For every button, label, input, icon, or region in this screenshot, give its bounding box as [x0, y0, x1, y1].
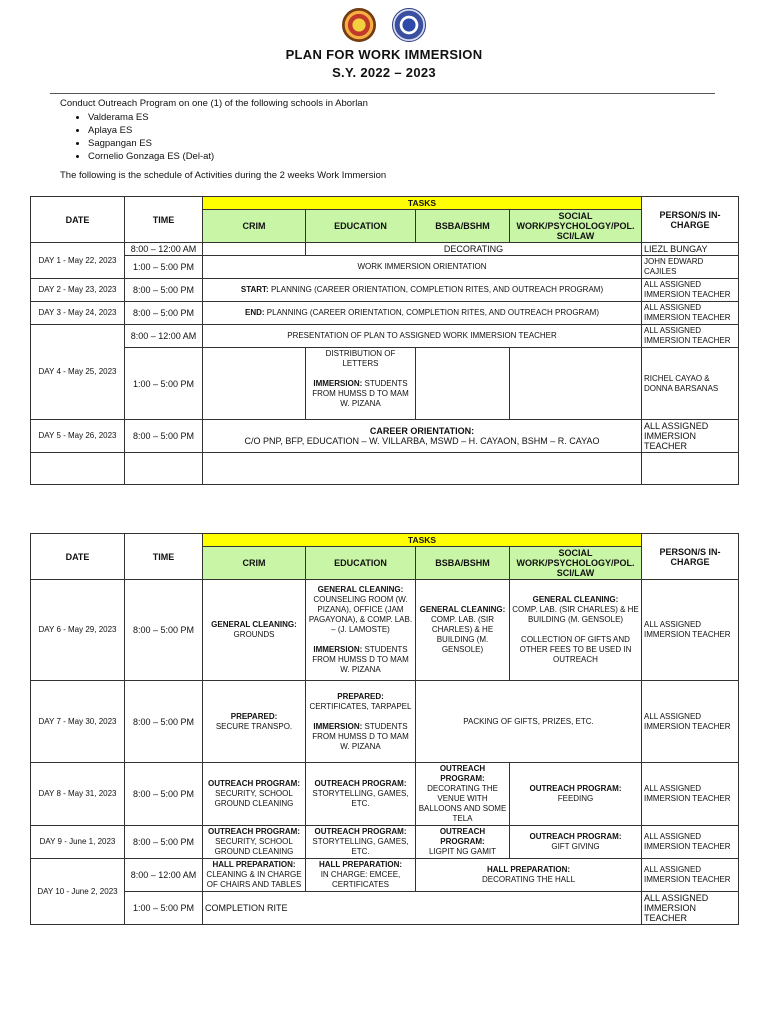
- header-tasks: TASKS: [203, 534, 642, 547]
- time-cell: 1:00 – 5:00 PM: [125, 348, 203, 420]
- time-cell: 8:00 – 12:00 AM: [125, 243, 203, 256]
- date-cell: DAY 8 - May 31, 2023: [31, 763, 125, 826]
- time-cell: 8:00 – 5:00 PM: [125, 826, 203, 859]
- header-person: PERSON/S IN-CHARGE: [642, 197, 739, 243]
- task-text: DECORATING THE VENUE WITH BALLOONS AND SOME TELA: [418, 784, 507, 823]
- schedule-note: The following is the schedule of Activities during the 2 weeks Work Immersion: [60, 170, 387, 181]
- task-label: HALL PREPARATION:: [486, 865, 571, 874]
- date-cell: DAY 2 - May 23, 2023: [31, 279, 125, 302]
- task-text: STORYTELLING, GAMES, ETC.: [312, 789, 409, 808]
- logo-row: [0, 8, 768, 42]
- social-cell: [510, 580, 642, 681]
- task-label: OUTREACH PROGRAM:: [208, 827, 300, 836]
- task-text: IN CHARGE: EMCEE, CERTIFICATES: [320, 870, 401, 889]
- task-text: STUDENTS FROM HUMSS D TO MAM W. PIZANA: [312, 645, 409, 674]
- task-label: HALL PREPARATION:: [212, 860, 296, 869]
- person-cell: ALL ASSIGNED IMMERSION TEACHER: [642, 325, 739, 348]
- header-tasks: TASKS: [203, 197, 642, 210]
- header-date: DATE: [31, 534, 125, 580]
- education-cell: [306, 826, 416, 859]
- person-cell: ALL ASSIGNED IMMERSION TEACHER: [642, 892, 739, 925]
- school-item: • Sagpangan ES: [88, 137, 368, 150]
- time-cell: 1:00 – 5:00 PM: [125, 256, 203, 279]
- task-cell: PRESENTATION OF PLAN TO ASSIGNED WORK IMMERSION TEACHER: [203, 325, 642, 348]
- task-cell: [203, 279, 642, 302]
- school-item: • Cornelio Gonzaga ES (Del-at): [88, 150, 368, 163]
- task-label: OUTREACH PROGRAM:: [529, 832, 622, 841]
- task-text: FEEDING: [557, 794, 594, 803]
- task-text: COMP. LAB. (SIR CHARLES) & HE BUILDING (M. GENSOLE): [512, 605, 639, 624]
- person-cell: ALL ASSIGNED IMMERSION TEACHER: [642, 580, 739, 681]
- schedule-table-week-2: [30, 533, 739, 925]
- education-cell: [306, 763, 416, 826]
- header-time: TIME: [125, 534, 203, 580]
- date-cell: DAY 5 - May 26, 2023: [31, 420, 125, 453]
- person-cell: ALL ASSIGNED IMMERSION TEACHER: [642, 302, 739, 325]
- task-cell: WORK IMMERSION ORIENTATION: [203, 256, 642, 279]
- task-text: CLEANING & IN CHARGE OF CHAIRS AND TABLES: [206, 870, 302, 889]
- social-cell: [510, 826, 642, 859]
- person-cell: ALL ASSIGNED IMMERSION TEACHER: [642, 826, 739, 859]
- time-cell: 8:00 – 5:00 PM: [125, 420, 203, 453]
- task-label: IMMERSION:: [313, 721, 363, 731]
- task-text: SECURE TRANSPO.: [215, 721, 293, 731]
- task-text: STORYTELLING, GAMES, ETC.: [312, 837, 409, 856]
- task-cell: [203, 420, 642, 453]
- header-date: DATE: [31, 197, 125, 243]
- time-cell: 1:00 – 5:00 PM: [125, 892, 203, 925]
- task-label: OUTREACH PROGRAM:: [208, 779, 300, 788]
- task-cell: DECORATING: [306, 243, 642, 256]
- education-cell: [306, 348, 416, 420]
- task-cell: COMPLETION RITE: [203, 892, 642, 925]
- time-cell: 8:00 – 12:00 AM: [125, 859, 203, 892]
- task-cell: [416, 859, 642, 892]
- person-cell: ALL ASSIGNED IMMERSION TEACHER: [642, 681, 739, 763]
- task-label: PREPARED:: [230, 711, 278, 721]
- task-text: GROUNDS: [233, 630, 275, 639]
- time-cell: 8:00 – 5:00 PM: [125, 681, 203, 763]
- school-item: • Aplaya ES: [88, 124, 368, 137]
- person-cell: RICHEL CAYAO & DONNA BARSANAS: [642, 348, 739, 420]
- time-cell: 8:00 – 5:00 PM: [125, 763, 203, 826]
- header-bsba: BSBA/BSHM: [416, 547, 510, 580]
- date-cell: DAY 7 - May 30, 2023: [31, 681, 125, 763]
- date-cell: DAY 9 - June 1, 2023: [31, 826, 125, 859]
- bsba-cell: [416, 826, 510, 859]
- header-time: TIME: [125, 197, 203, 243]
- task-text: SECURITY, SCHOOL GROUND CLEANING: [214, 837, 294, 856]
- task-label: GENERAL CLEANING:: [419, 605, 506, 614]
- task-label: PREPARED:: [337, 691, 384, 701]
- page-title: PLAN FOR WORK IMMERSION: [285, 47, 483, 62]
- task-text: DECORATING THE HALL: [481, 875, 576, 884]
- time-cell: 8:00 – 12:00 AM: [125, 325, 203, 348]
- person-cell: ALL ASSIGNED IMMERSION TEACHER: [642, 763, 739, 826]
- person-cell: ALL ASSIGNED IMMERSION TEACHER: [642, 420, 739, 453]
- task-label: GENERAL CLEANING:: [211, 620, 297, 629]
- time-cell: 8:00 – 5:00 PM: [125, 302, 203, 325]
- crim-cell: [203, 681, 306, 763]
- task-text: DISTRIBUTION OF LETTERS: [325, 349, 396, 368]
- bsba-cell: [416, 348, 510, 420]
- task-label: OUTREACH PROGRAM:: [439, 764, 486, 783]
- task-text: COLLECTION OF GIFTS AND OTHER FEES TO BE USED IN OUTREACH: [519, 635, 632, 664]
- header-social: SOCIAL WORK/PSYCHOLOGY/POL. SCI/LAW: [510, 547, 642, 580]
- crim-cell: [203, 763, 306, 826]
- header-crim: CRIM: [203, 210, 306, 243]
- header-bsba: BSBA/BSHM: [416, 210, 510, 243]
- task-text: PLANNING (CAREER ORIENTATION, COMPLETION RITES, AND OUTREACH PROGRAM): [264, 308, 599, 317]
- task-text: C/O PNP, BFP, EDUCATION – W. VILLARBA, MSWD – H. CAYAON, BSHM – R. CAYAO: [244, 436, 600, 446]
- task-label: START:: [240, 285, 269, 294]
- crim-cell: [203, 348, 306, 420]
- person-cell: ALL ASSIGNED IMMERSION TEACHER: [642, 279, 739, 302]
- task-label: GENERAL CLEANING:: [317, 585, 404, 594]
- time-cell: 8:00 – 5:00 PM: [125, 279, 203, 302]
- task-text: STUDENTS FROM HUMSS D TO MAM W. PIZANA: [312, 379, 409, 408]
- intro-section: [60, 98, 368, 163]
- person-cell: ALL ASSIGNED IMMERSION TEACHER: [642, 859, 739, 892]
- date-cell: DAY 10 - June 2, 2023: [31, 859, 125, 925]
- task-label: HALL PREPARATION:: [318, 860, 403, 869]
- school-item: • Valderama ES: [88, 111, 368, 124]
- header-person: PERSON/S IN-CHARGE: [642, 534, 739, 580]
- task-label: OUTREACH PROGRAM:: [314, 827, 407, 836]
- empty-cell: [31, 453, 125, 485]
- intro-lead: Conduct Outreach Program on one (1) of the following schools in Aborlan: [60, 98, 368, 109]
- task-text: COMP. LAB. (SIR CHARLES) & HE BUILDING (M. GENSOLE): [431, 615, 494, 654]
- education-cell: [306, 580, 416, 681]
- date-cell: DAY 4 - May 25, 2023: [31, 325, 125, 420]
- header-social: SOCIAL WORK/PSYCHOLOGY/POL. SCI/LAW: [510, 210, 642, 243]
- education-cell: [306, 859, 416, 892]
- school-list: [72, 111, 368, 163]
- header-education: EDUCATION: [306, 547, 416, 580]
- task-label: GENERAL CLEANING:: [532, 595, 619, 604]
- education-cell: [306, 681, 416, 763]
- empty-cell: [125, 453, 203, 485]
- crim-cell: [203, 859, 306, 892]
- task-label: OUTREACH PROGRAM:: [529, 784, 622, 793]
- task-text: LIGPIT NG GAMIT: [429, 847, 496, 856]
- task-cell: [203, 302, 642, 325]
- time-cell: 8:00 – 5:00 PM: [125, 580, 203, 681]
- task-text: CERTIFICATES, TARPAPEL: [309, 701, 412, 711]
- date-cell: DAY 3 - May 24, 2023: [31, 302, 125, 325]
- header-education: EDUCATION: [306, 210, 416, 243]
- bsba-cell: [416, 763, 510, 826]
- crim-cell: [203, 580, 306, 681]
- task-cell: [203, 243, 306, 256]
- task-label: CAREER ORIENTATION:: [369, 426, 475, 436]
- task-text: SECURITY, SCHOOL GROUND CLEANING: [214, 789, 294, 808]
- divider-line: [50, 93, 715, 94]
- empty-cell: [203, 453, 642, 485]
- school-year: S.Y. 2022 – 2023: [332, 65, 436, 80]
- deped-seal-logo: [392, 8, 426, 42]
- date-cell: DAY 1 - May 22, 2023: [31, 243, 125, 279]
- social-cell: [510, 348, 642, 420]
- person-cell: LIEZL BUNGAY: [642, 243, 739, 256]
- task-cell: PACKING OF GIFTS, PRIZES, ETC.: [416, 681, 642, 763]
- person-cell: JOHN EDWARD CAJILES: [642, 256, 739, 279]
- schedule-table-week-1: [30, 196, 739, 485]
- task-text: GIFT GIVING: [551, 842, 600, 851]
- task-label: IMMERSION:: [313, 645, 363, 654]
- task-label: OUTREACH PROGRAM:: [439, 827, 486, 846]
- school-seal-logo: [342, 8, 376, 42]
- empty-cell: [642, 453, 739, 485]
- header-crim: CRIM: [203, 547, 306, 580]
- date-cell: DAY 6 - May 29, 2023: [31, 580, 125, 681]
- task-text: PLANNING (CAREER ORIENTATION, COMPLETION RITES, AND OUTREACH PROGRAM): [268, 285, 604, 294]
- task-text: STUDENTS FROM HUMSS D TO MAM W. PIZANA: [312, 721, 409, 751]
- task-text: COUNSELING ROOM (W. PIZANA), OFFICE (JAM PAGAYONA), & COMP. LAB. – (J. LAMOSTE): [308, 595, 413, 634]
- social-cell: [510, 763, 642, 826]
- task-label: END:: [245, 308, 265, 317]
- task-label: IMMERSION:: [313, 379, 363, 388]
- crim-cell: [203, 826, 306, 859]
- task-label: OUTREACH PROGRAM:: [314, 779, 407, 788]
- bsba-cell: [416, 580, 510, 681]
